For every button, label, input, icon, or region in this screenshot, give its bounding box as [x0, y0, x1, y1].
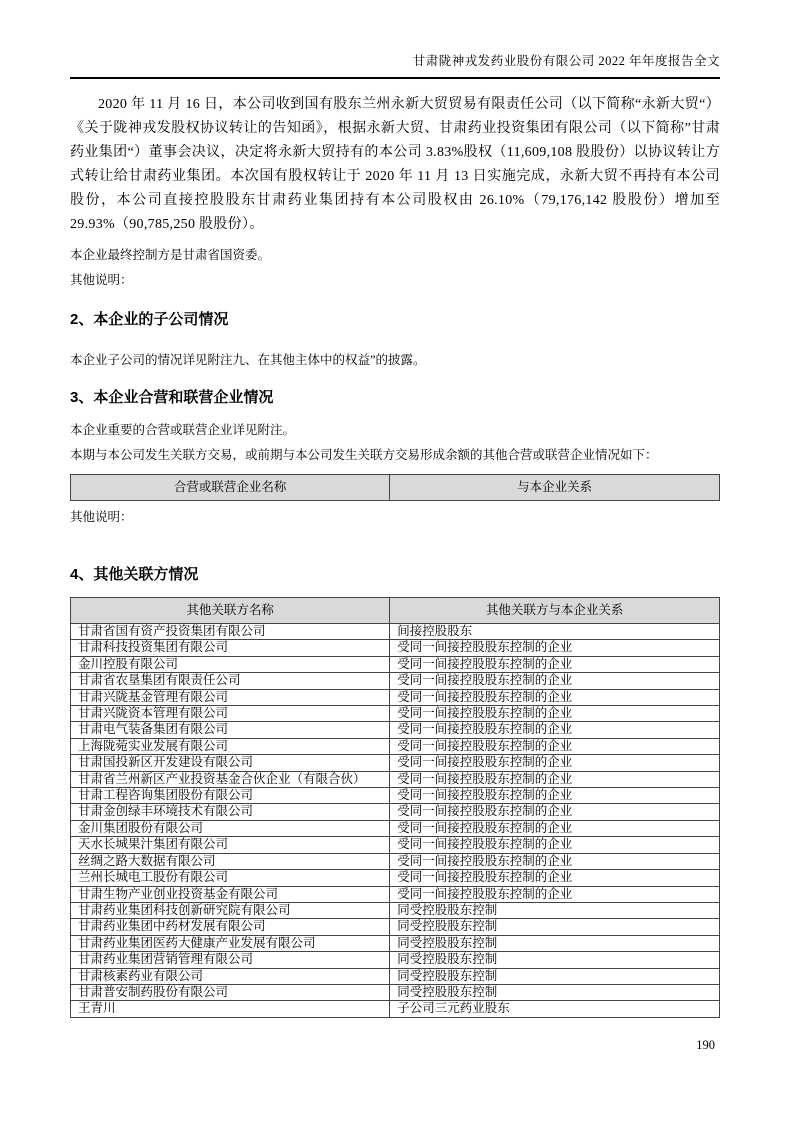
- table-cell: 同受控股股东控制: [390, 952, 720, 968]
- table-cell: 受同一间接控股股东控制的企业: [390, 640, 720, 656]
- table-cell: 同受控股股东控制: [390, 919, 720, 935]
- table-cell: 受同一间接控股股东控制的企业: [390, 722, 720, 738]
- table-cell: 受同一间接控股股东控制的企业: [390, 771, 720, 787]
- table-cell: 甘肃金创绿丰环境技术有限公司: [71, 804, 390, 820]
- table-row: [71, 919, 720, 935]
- joint-ventures-header-name: 合营或联营企业名称: [71, 475, 390, 501]
- table-cell: 甘肃国投新区开发建设有限公司: [71, 755, 390, 771]
- table-cell: 甘肃省农垦集团有限责任公司: [71, 673, 390, 689]
- table-row: [71, 820, 720, 836]
- table-cell: 甘肃药业集团中药材发展有限公司: [71, 919, 390, 935]
- table-row: [71, 886, 720, 902]
- table-row: [71, 804, 720, 820]
- related-parties-header-name: 其他关联方名称: [71, 598, 390, 624]
- table-row: [71, 984, 720, 1000]
- table-cell: 天水长城果汁集团有限公司: [71, 837, 390, 853]
- joint-ventures-table-head: [71, 475, 720, 501]
- table-cell: 兰州长城电工股份有限公司: [71, 870, 390, 886]
- table-cell: 子公司三元药业股东: [390, 1001, 720, 1017]
- document-header: [70, 0, 720, 79]
- table-cell: 受同一间接控股股东控制的企业: [390, 656, 720, 672]
- table-cell: 同受控股股东控制: [390, 968, 720, 984]
- table-cell: 甘肃兴陇基金管理有限公司: [71, 689, 390, 705]
- table-cell: 同受控股股东控制: [390, 935, 720, 951]
- table-row: [71, 788, 720, 804]
- table-cell: 甘肃兴陇资本管理有限公司: [71, 706, 390, 722]
- table-cell: 丝绸之路大数据有限公司: [71, 853, 390, 869]
- table-cell: 受同一间接控股股东控制的企业: [390, 755, 720, 771]
- section-3-title: 3、本企业合营和联营企业情况: [70, 389, 274, 406]
- table-cell: 受同一间接控股股东控制的企业: [390, 738, 720, 754]
- section-4-title: 4、其他关联方情况: [70, 566, 199, 583]
- table-cell: 受同一间接控股股东控制的企业: [390, 689, 720, 705]
- table-cell: 间接控股股东: [390, 624, 720, 640]
- other-notes-label-1: 其他说明：: [70, 273, 133, 287]
- table-cell: 甘肃省兰州新区产业投资基金合伙企业（有限合伙）: [71, 771, 390, 787]
- table-cell: 甘肃科技投资集团有限公司: [71, 640, 390, 656]
- table-row: [71, 837, 720, 853]
- related-parties-table-body: [71, 624, 720, 1018]
- table-cell: 金川集团股份有限公司: [71, 820, 390, 836]
- table-cell: 受同一间接控股股东控制的企业: [390, 788, 720, 804]
- joint-ventures-table: [70, 474, 720, 501]
- table-cell: 甘肃省国有资产投资集团有限公司: [71, 624, 390, 640]
- section-2-body: 本企业子公司的情况详见附注九、在其他主体中的权益”的披露。: [70, 353, 426, 367]
- section-3-body-1: 本企业重要的合营或联营企业详见附注。: [70, 423, 296, 437]
- table-row: [71, 755, 720, 771]
- table-cell: 甘肃工程咨询集团股份有限公司: [71, 788, 390, 804]
- table-row: [71, 902, 720, 918]
- table-cell: 受同一间接控股股东控制的企业: [390, 804, 720, 820]
- equity-transfer-paragraph: 2020 年 11 月 16 日，本公司收到国有股东兰州永新大贸贸易有限责任公司（以下简称“永新大贸“）《关于陇神戎发股权协议转让的告知函》，根据永新大贸、甘肃药业投资集团有限公司（以下简称”甘肃药业集团“）董事会决议，决定将永新大贸持有的本公司 3.83%股权（11,609,108 股股份）以协议转让方式转让给甘肃药业集团。本次国有股权转让于 2020 年 11 月 13 日实施完成，永新大贸不再持有本公司股份，本公司直接控股股东甘肃药业集团持有本公司股权由 26.10%（79,176,142 股股份）增加至 29.93%（90,785,250 股股份）。: [70, 97, 720, 232]
- table-cell: 王青川: [71, 1001, 390, 1017]
- table-cell: 甘肃核素药业有限公司: [71, 968, 390, 984]
- table-row: [71, 968, 720, 984]
- table-row: [71, 853, 720, 869]
- table-row: [71, 722, 720, 738]
- table-cell: 受同一间接控股股东控制的企业: [390, 837, 720, 853]
- table-cell: 上海陇菀实业发展有限公司: [71, 738, 390, 754]
- table-row: [71, 738, 720, 754]
- table-header-row: [71, 598, 720, 624]
- related-parties-table: [70, 597, 720, 1018]
- table-cell: 甘肃电气装备集团有限公司: [71, 722, 390, 738]
- section-2-title: 2、本企业的子公司情况: [70, 311, 229, 328]
- table-cell: 受同一间接控股股东控制的企业: [390, 886, 720, 902]
- table-row: [71, 1001, 720, 1017]
- table-row: [71, 624, 720, 640]
- section-3-body-2: 本期与本公司发生关联方交易，或前期与本公司发生关联方交易形成余额的其他合营或联营企业情况如下：: [70, 448, 658, 462]
- table-cell: 甘肃药业集团营销管理有限公司: [71, 952, 390, 968]
- page-number: 190: [696, 1038, 715, 1052]
- table-cell: 受同一间接控股股东控制的企业: [390, 706, 720, 722]
- document-header-title: 甘肃陇神戎发药业股份有限公司 2022 年年度报告全文: [70, 53, 720, 79]
- table-row: [71, 673, 720, 689]
- table-row: [71, 952, 720, 968]
- table-cell: 同受控股股东控制: [390, 902, 720, 918]
- table-cell: 受同一间接控股股东控制的企业: [390, 870, 720, 886]
- table-row: [71, 640, 720, 656]
- table-row: [71, 771, 720, 787]
- table-header-row: [71, 475, 720, 501]
- table-cell: 金川控股有限公司: [71, 656, 390, 672]
- joint-ventures-header-relationship: 与本企业关系: [390, 475, 720, 501]
- table-row: [71, 935, 720, 951]
- table-cell: 甘肃药业集团科技创新研究院有限公司: [71, 902, 390, 918]
- ultimate-controller-paragraph: 本企业最终控制方是甘肃省国资委。: [70, 248, 271, 262]
- table-cell: 甘肃生物产业创业投资基金有限公司: [71, 886, 390, 902]
- table-cell: 受同一间接控股股东控制的企业: [390, 820, 720, 836]
- table-cell: 同受控股股东控制: [390, 984, 720, 1000]
- related-parties-table-head: [71, 598, 720, 624]
- table-cell: 受同一间接控股股东控制的企业: [390, 673, 720, 689]
- table-row: [71, 706, 720, 722]
- table-row: [71, 870, 720, 886]
- table-row: [71, 689, 720, 705]
- table-cell: 甘肃药业集团医药大健康产业发展有限公司: [71, 935, 390, 951]
- other-notes-label-2: 其他说明：: [70, 510, 133, 524]
- table-row: [71, 656, 720, 672]
- related-parties-header-relationship: 其他关联方与本企业关系: [390, 598, 720, 624]
- table-cell: 受同一间接控股股东控制的企业: [390, 853, 720, 869]
- table-cell: 甘肃普安制药股份有限公司: [71, 984, 390, 1000]
